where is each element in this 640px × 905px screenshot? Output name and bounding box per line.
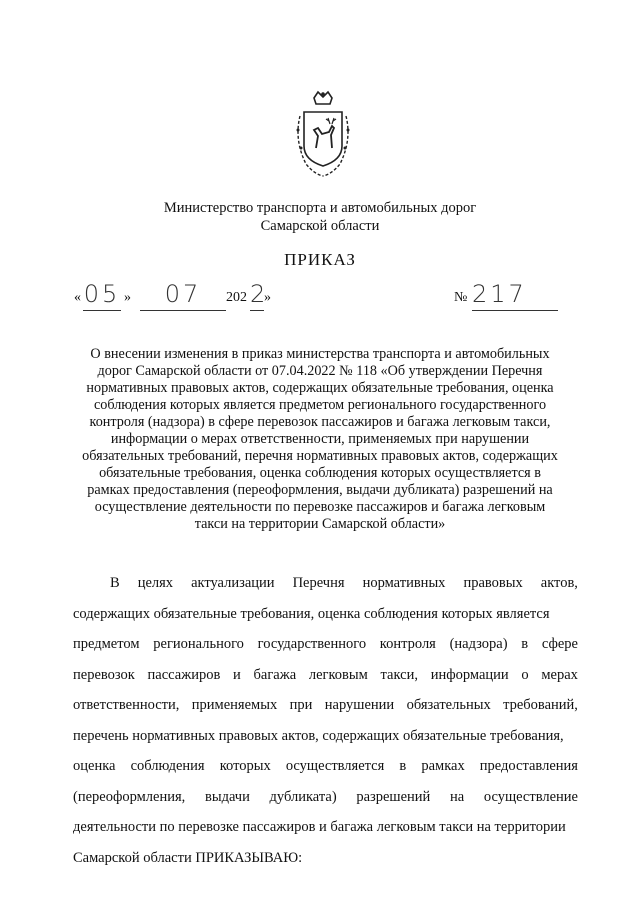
body-text: Перечня: [292, 575, 345, 591]
body-text: нормативных: [362, 575, 446, 591]
order-body: [73, 575, 578, 880]
body-text: предоставления: [479, 758, 578, 774]
body-text: перечень нормативных правовых актов, содержащих обязательные требования,: [73, 727, 564, 744]
body-line: [73, 575, 578, 606]
date-year-digit: 2: [250, 280, 264, 311]
body-text: разрешений: [356, 788, 431, 805]
body-text: обязательных: [406, 697, 491, 713]
body-text: В: [110, 575, 120, 591]
body-text: рамках: [421, 758, 465, 774]
subject-line: соблюдения которых является предметом регионального государственного: [93, 397, 547, 413]
date-month: 07: [140, 280, 226, 311]
body-text: о: [521, 666, 529, 683]
body-text: такси,: [380, 666, 418, 683]
body-text: мерах: [541, 666, 578, 683]
body-text: (надзора): [449, 636, 508, 652]
body-text: государственного: [257, 636, 367, 652]
body-line: [73, 819, 578, 850]
body-text: соблюдения: [130, 758, 205, 774]
body-text: Самарской области ПРИКАЗЫВАЮ:: [73, 849, 303, 866]
body-line: [73, 789, 578, 820]
subject-line: обязательных требований, перечня нормативных правовых актов, содержащих: [82, 448, 558, 464]
body-text: в: [521, 636, 529, 652]
body-text: оценка: [73, 758, 116, 774]
body-line: [73, 728, 578, 759]
body-text: целях: [137, 575, 174, 591]
ministry-name-line2: Самарской области: [260, 218, 380, 234]
body-text: дубликата): [269, 788, 337, 805]
body-text: которых: [219, 758, 271, 774]
body-text: правовых: [463, 575, 523, 591]
date-number-line: [74, 280, 574, 316]
order-number-sign: №: [454, 290, 468, 305]
body-text: актуализации: [191, 575, 275, 591]
body-line: [73, 850, 578, 881]
body-text: предметом: [73, 636, 140, 652]
document-title: ПРИКАЗ: [284, 250, 356, 269]
body-text: регионального: [153, 636, 244, 652]
body-text: осуществление: [483, 788, 578, 805]
body-text: применяемых: [191, 697, 278, 713]
body-text: при: [289, 697, 313, 713]
body-text: и: [233, 666, 241, 683]
body-text: пассажиров: [147, 666, 221, 683]
body-text: требований,: [503, 697, 578, 713]
body-line: [73, 636, 578, 667]
body-text: на: [449, 788, 465, 805]
body-text: багажа: [253, 666, 297, 683]
date-day: 05: [83, 280, 121, 311]
body-text: осуществляется: [285, 758, 385, 774]
body-text: контроля: [379, 636, 436, 652]
order-number: 217: [472, 280, 558, 311]
body-text: ответственности,: [73, 697, 180, 713]
subject-line: контроля (надзора) в сфере перевозок пассажиров и багажа легковым такси,: [89, 414, 551, 430]
subject-line: рамках предоставления (переоформления, выдачи дубликата) разрешений на: [87, 482, 553, 498]
body-text: содержащих обязательные требования, оценка соблюдения которых является: [73, 605, 550, 622]
ministry-name-line1: Министерство транспорта и автомобильных дорог: [163, 200, 477, 216]
body-line: [73, 667, 578, 698]
date-quote-close: »: [124, 290, 131, 305]
body-line: [73, 697, 578, 728]
body-line: [73, 758, 578, 789]
subject-line: О внесении изменения в приказ министерства транспорта и автомобильных: [90, 346, 550, 362]
body-text: перевозок: [73, 666, 135, 683]
body-text: выдачи: [204, 788, 250, 805]
body-text: актов,: [540, 575, 578, 591]
coat-of-arms-icon: [292, 90, 354, 182]
body-text: нарушении: [324, 697, 395, 713]
subject-line: информации о мерах ответственности, применяемых при нарушении: [110, 431, 530, 447]
body-text: в: [399, 758, 407, 774]
subject-line: обязательные требования, оценка соблюдения которых осуществляется в: [99, 465, 541, 481]
body-text: деятельности по перевозке пассажиров и багажа легковым такси на территории: [73, 819, 566, 835]
subject-line: такси на территории Самарской области»: [194, 516, 446, 532]
date-quote-open: «: [74, 290, 81, 305]
body-text: информации: [430, 666, 509, 683]
subject-line: дорог Самарской области от 07.04.2022 № 118 «Об утверждении Перечня: [97, 363, 543, 379]
date-year-close: »: [264, 290, 271, 305]
body-text: сфере: [541, 636, 578, 652]
body-line: [73, 606, 578, 637]
subject-line: нормативных правовых актов, содержащих обязательные требования, оценка: [86, 380, 554, 396]
subject-line: осуществление деятельности по перевозке пассажиров и багажа легковым: [94, 499, 546, 515]
body-text: легковым: [308, 666, 368, 683]
order-subject: [60, 346, 580, 533]
body-text: (переоформления,: [73, 788, 186, 805]
date-year-prefix: 202: [226, 290, 247, 305]
